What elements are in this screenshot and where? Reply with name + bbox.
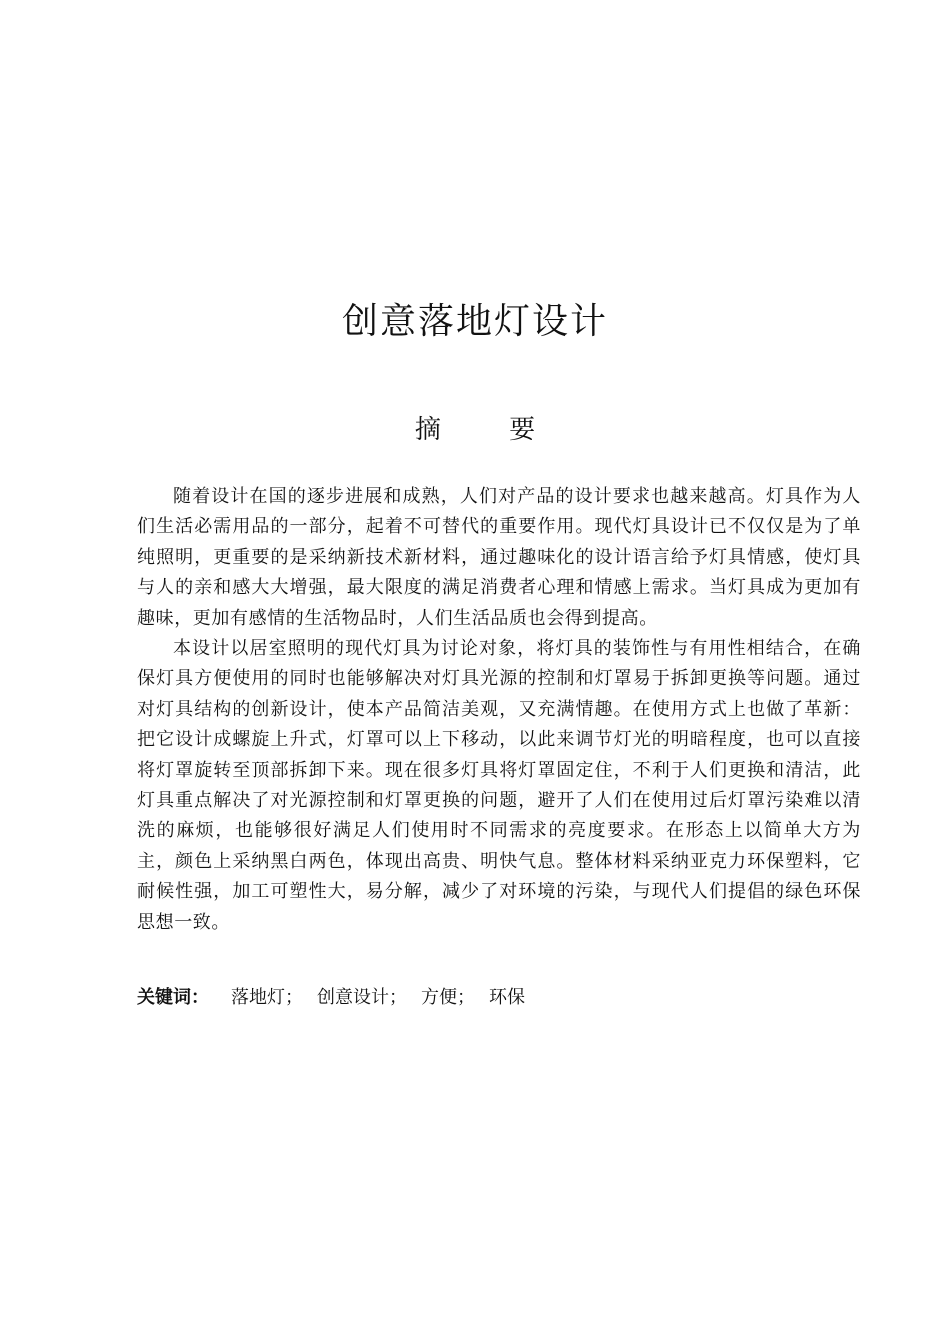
- document-title: 创意落地灯设计: [341, 301, 608, 342]
- keyword-item: 环保: [489, 987, 525, 1008]
- keyword-item: 创意设计；: [317, 987, 407, 1008]
- abstract-paragraph-2: 本设计以居室照明的现代灯具为讨论对象，将灯具的装饰性与有用性相结合，在确保灯具方便使用的同时也能够解决对灯具光源的控制和灯罩易于拆卸更换等问题。通过对灯具结构的创新设计，使本产品简洁美观，又充满情趣。在使用方式上也做了革新：把它设计成螺旋上升式，灯罩可以上下移动，以此来调节灯光的明暗程度，也可以直接将灯罩旋转至顶部拆卸下来。现在很多灯具将灯罩固定住，不利于人们更换和清洁，此灯具重点解决了对光源控制和灯罩更换的问题，避开了人们在使用过后灯罩污染难以清洗的麻烦，也能够很好满足人们使用时不同需求的亮度要求。在形态上以简单大方为主，颜色上采纳黑白两色，体现出高贵、明快气息。整体材料采纳亚克力环保塑料，它耐候性强，加工可塑性大，易分解，减少了对环境的污染，与现代人们提倡的绿色环保思想一致。: [137, 638, 861, 933]
- keyword-item: 落地灯；: [231, 987, 303, 1008]
- keyword-item: 方便；: [421, 987, 475, 1008]
- keywords-label: 关键词：: [137, 987, 209, 1008]
- abstract-body: [137, 482, 861, 938]
- keywords-line: [137, 983, 861, 1013]
- abstract-paragraph-1: 随着设计在国的逐步进展和成熟，人们对产品的设计要求也越来越高。灯具作为人们生活必需用品的一部分，起着不可替代的重要作用。现代灯具设计已不仅仅是为了单纯照明，更重要的是采纳新技术新材料，通过趣味化的设计语言给予灯具情感，使灯具与人的亲和感大大增强，最大限度的满足消费者心理和情感上需求。当灯具成为更加有趣味，更加有感情的生活物品时，人们生活品质也会得到提高。: [137, 486, 861, 629]
- abstract-heading: 摘 要: [414, 415, 566, 445]
